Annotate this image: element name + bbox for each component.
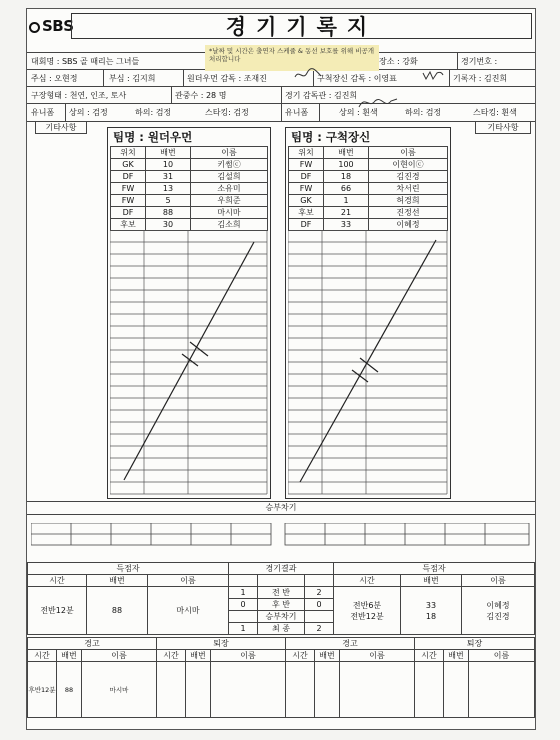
scorer-a-name: 마시마 <box>148 587 229 635</box>
etc-label-a: 기타사항 <box>35 121 87 134</box>
coach-b-signature <box>421 69 445 84</box>
logo-circle-icon <box>29 22 40 33</box>
uniform-socks-a: 스타킹: 검정 <box>205 108 249 117</box>
main-referee: 주심 : 오현정 <box>31 74 78 83</box>
spectators: 관중수 : 28 명 <box>175 91 227 100</box>
info-row-2 <box>27 69 535 87</box>
team-b-empty-rows <box>288 230 448 496</box>
team-a-empty-rows <box>110 230 268 496</box>
coach-team-b: 구척장신 감독 : 이영표 <box>317 74 397 83</box>
match-number: 경기번호 : <box>461 57 498 66</box>
etc-label-b: 기타사항 <box>475 121 531 134</box>
info-row-3 <box>27 86 535 104</box>
table-row: GK 1 허경희 <box>289 195 448 207</box>
card-a-time: 후반12분 <box>28 662 57 718</box>
table-row: DF 18 김진경 <box>289 171 448 183</box>
card-a-number: 88 <box>57 662 82 718</box>
privacy-notice: *날짜 및 시간은 출연자 스케쥴 & 동선 보호를 위해 비공개 처리합니다 <box>205 45 379 71</box>
col-number: 배번 <box>146 147 191 159</box>
scorer-a-time: 전반12분 <box>28 587 87 635</box>
supervisor: 경기 감독관 : 김진희 <box>285 91 358 100</box>
scorer-b-numbers: 33 18 <box>401 587 462 635</box>
shootout-grid <box>31 523 531 547</box>
table-row: GK 10 키썸ⓒ <box>111 159 268 171</box>
team-a-name: 팀명 : 원더우먼 <box>113 130 193 144</box>
result-label: 경기결과 <box>229 563 334 575</box>
table-row: DF 31 김설희 <box>111 171 268 183</box>
sbs-logo: SBS <box>29 17 74 35</box>
col-name: 이름 <box>369 147 448 159</box>
uniform-bottom-b: 하의: 검정 <box>405 108 442 117</box>
col-position: 위치 <box>289 147 324 159</box>
scorer-a-number: 88 <box>87 587 148 635</box>
team-a-roster <box>110 146 268 231</box>
scorer-b-times: 전반6분 전반12분 <box>334 587 401 635</box>
scorer-b-names: 이혜정 김진경 <box>462 587 535 635</box>
table-row: FW 100 이현이ⓒ <box>289 159 448 171</box>
sendoff-label-a: 퇴장 <box>157 638 286 650</box>
col-number: 배번 <box>324 147 369 159</box>
team-b-name: 팀명 : 구척장신 <box>291 130 371 144</box>
warning-label-a: 경고 <box>28 638 157 650</box>
coach-a-signature <box>293 67 323 84</box>
uniform-label-b: 유니폼 <box>285 108 309 117</box>
cards-table: 경고 퇴장 경고 퇴장 시간 배번 이름 시간 배번 이름 시간 배번 이름 시간 배번 이름 후반12분 88 마시마 <box>27 637 535 718</box>
scorers-result-table: 득점자 경기결과 득점자 시간 배번 이름 시간 배번 이름 전반12분 88 마시마 1 전 반 2 전반6분 전반12분 33 18 이혜정 김진경 0 후 반 0 승부차기 1 최 종 2 <box>27 562 535 635</box>
uniform-label-a: 유니폼 <box>31 108 55 117</box>
info-row-4 <box>27 103 535 122</box>
col-name: 이름 <box>191 147 268 159</box>
uniform-top-b: 상의 : 흰색 <box>339 108 378 117</box>
sheet-title: 경기기록지 <box>71 13 532 39</box>
table-row: FW 66 차서린 <box>289 183 448 195</box>
table-row: 후보 30 김소희 <box>111 219 268 231</box>
sendoff-label-b: 퇴장 <box>415 638 535 650</box>
recorder: 기록자 : 김진희 <box>453 74 508 83</box>
team-a-panel <box>107 127 271 499</box>
team-b-panel <box>285 127 451 499</box>
table-row: 후보 21 진정선 <box>289 207 448 219</box>
table-row: DF 88 마시마 <box>111 207 268 219</box>
scorers-label-a: 득점자 <box>28 563 229 575</box>
uniform-top-a: 상의 : 검정 <box>69 108 108 117</box>
shootout-label: 승부차기 <box>27 501 535 515</box>
team-b-roster <box>288 146 448 231</box>
card-a-name: 마시마 <box>82 662 157 718</box>
field-type: 구장형태 : 천연, 인조, 토사 <box>31 91 127 100</box>
supervisor-signature <box>357 95 399 114</box>
table-row: FW 5 우희준 <box>111 195 268 207</box>
table-row: DF 33 이혜정 <box>289 219 448 231</box>
assistant-referee: 부심 : 김지희 <box>109 74 156 83</box>
scorers-label-b: 득점자 <box>334 563 535 575</box>
warning-label-b: 경고 <box>286 638 415 650</box>
uniform-socks-b: 스타킹: 흰색 <box>473 108 517 117</box>
tournament-name: 대회명 : SBS 골 때리는 그녀들 <box>31 57 140 66</box>
venue: 장소 : 강화 <box>379 57 418 66</box>
col-position: 위치 <box>111 147 146 159</box>
score-sheet <box>26 8 536 730</box>
uniform-bottom-a: 하의: 검정 <box>135 108 172 117</box>
table-row: FW 13 소유미 <box>111 183 268 195</box>
coach-team-a: 원더우먼 감독 : 조재진 <box>187 74 267 83</box>
